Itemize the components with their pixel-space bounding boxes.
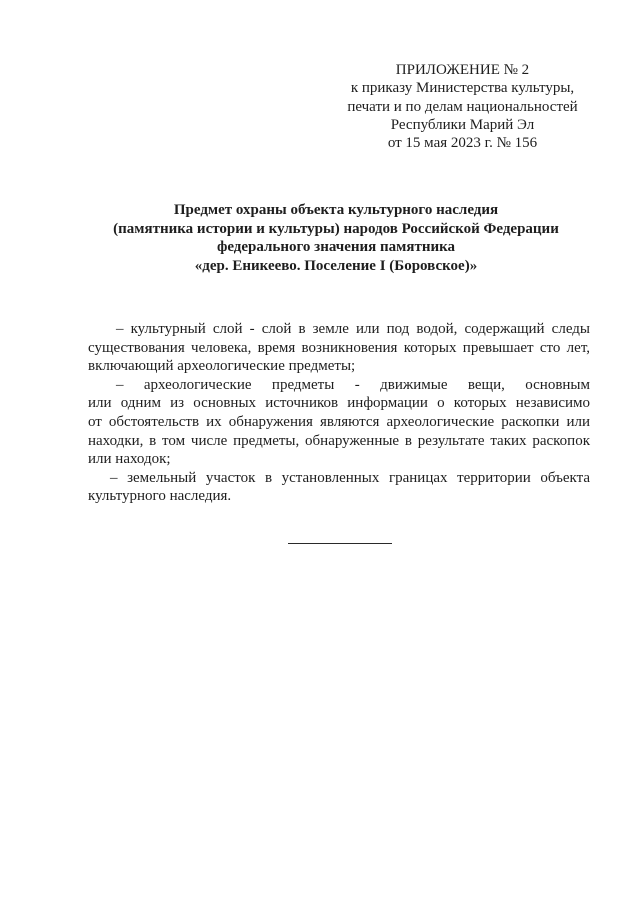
text-line: – археологические предметы - движимые вещи, основным [116,376,590,393]
title-line: «дер. Еникеево. Поселение I (Боровское)» [194,257,478,274]
closing-divider [288,543,392,544]
text-line: – земельный участок в установленных границах территории объекта [110,469,590,486]
list-item-archaeological-objects [88,376,590,469]
title-line: Предмет охраны объекта культурного наследия [173,202,499,218]
text-line: существования человека, время возникновения которых превышает сто лет, [88,339,590,356]
title-line: федерального значения памятника [216,239,456,255]
appendix-date-line: от 15 мая 2023 г. № 156 [387,135,538,152]
body-text [88,320,590,506]
text-line: или одним из основных источников информации о которых независимо [88,395,590,412]
list-item-cultural-layer [88,320,590,376]
list-item-land-plot [88,469,590,506]
appendix-title: ПРИЛОЖЕНИЕ № 2 [395,62,530,78]
appendix-line: Республики Марий Эл [390,116,535,133]
text-line: культурного наследия. [88,488,232,505]
appendix-line: печати и по делам национальностей [347,98,578,115]
appendix-line: к приказу Министерства культуры, [350,80,575,97]
text-line: включающий археологические предметы; [88,358,356,375]
appendix-header [330,61,595,152]
document-title [80,201,592,275]
title-line: (памятника истории и культуры) народов Российской Федерации [113,220,559,237]
text-line: или находок; [88,451,171,468]
text-line: находки, в том числе предметы, обнаруженные в результате таких раскопок [88,432,590,449]
text-line: от обстоятельств их обнаружения являются археологические раскопки или [88,413,590,430]
text-line: – культурный слой - слой в земле или под водой, содержащий следы [116,321,590,337]
